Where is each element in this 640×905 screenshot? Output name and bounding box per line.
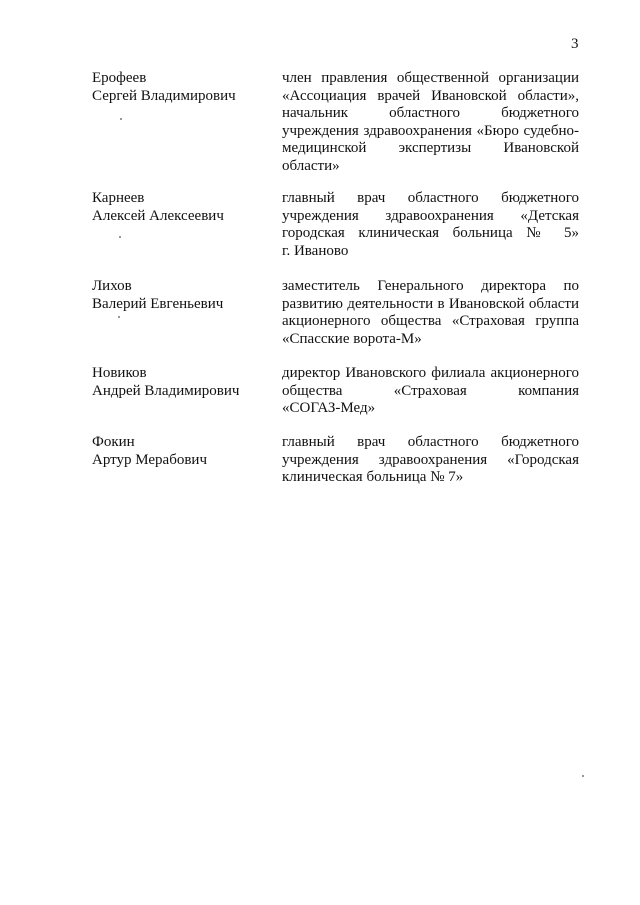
member-given-names: Сергей Владимирович bbox=[92, 87, 236, 104]
position-line: «Ассоциация врачей Ивановской области», bbox=[282, 87, 579, 104]
scan-speck bbox=[120, 118, 122, 120]
position-line: учреждения здравоохранения «Детская bbox=[282, 207, 579, 224]
member-surname: Лихов bbox=[92, 278, 132, 294]
member-name bbox=[92, 278, 272, 313]
position-line: медицинской экспертизы Ивановской bbox=[282, 140, 579, 156]
position-line: городская клиническая больница № 5» bbox=[282, 225, 579, 241]
scan-speck bbox=[118, 316, 120, 318]
position-line: «Спасские ворота-М» bbox=[282, 330, 422, 347]
position-line: учреждения здравоохранения «Бюро судебно- bbox=[282, 122, 579, 139]
position-line: заместитель Генерального директора по bbox=[282, 278, 579, 294]
position-line: акционерного общества «Страховая группа bbox=[282, 313, 579, 329]
position-line: г. Иваново bbox=[282, 242, 349, 259]
scan-speck bbox=[582, 775, 584, 777]
member-position bbox=[282, 434, 579, 487]
position-line: главный врач областного бюджетного bbox=[282, 190, 579, 206]
position-line: клиническая больница № 7» bbox=[282, 469, 464, 485]
member-position bbox=[282, 70, 579, 175]
member-position bbox=[282, 190, 579, 260]
position-line: директор Ивановского филиала акционерного bbox=[282, 365, 579, 381]
position-line: общества «Страховая компания bbox=[282, 382, 579, 399]
member-position bbox=[282, 365, 579, 418]
member-given-names: Алексей Алексеевич bbox=[92, 207, 224, 224]
member-name bbox=[92, 434, 272, 469]
member-name bbox=[92, 365, 272, 400]
member-name bbox=[92, 70, 272, 105]
position-line: главный врач областного бюджетного bbox=[282, 434, 579, 450]
member-surname: Карнеев bbox=[92, 190, 145, 206]
member-given-names: Артур Мерабович bbox=[92, 451, 207, 468]
member-surname: Новиков bbox=[92, 365, 147, 381]
position-line: развитию деятельности в Ивановской области bbox=[282, 295, 579, 312]
member-name bbox=[92, 190, 272, 225]
member-surname: Фокин bbox=[92, 434, 135, 450]
position-line: учреждения здравоохранения «Городская bbox=[282, 451, 579, 468]
member-position bbox=[282, 278, 579, 348]
scan-speck bbox=[119, 236, 121, 238]
member-given-names: Андрей Владимирович bbox=[92, 382, 240, 399]
page-number: 3 bbox=[571, 36, 579, 52]
position-line: «СОГАЗ-Мед» bbox=[282, 400, 376, 416]
position-line: области» bbox=[282, 157, 340, 174]
position-line: начальник областного бюджетного bbox=[282, 105, 579, 121]
member-surname: Ерофеев bbox=[92, 70, 147, 86]
member-given-names: Валерий Евгеньевич bbox=[92, 295, 224, 312]
position-line: член правления общественной организации bbox=[282, 70, 579, 86]
